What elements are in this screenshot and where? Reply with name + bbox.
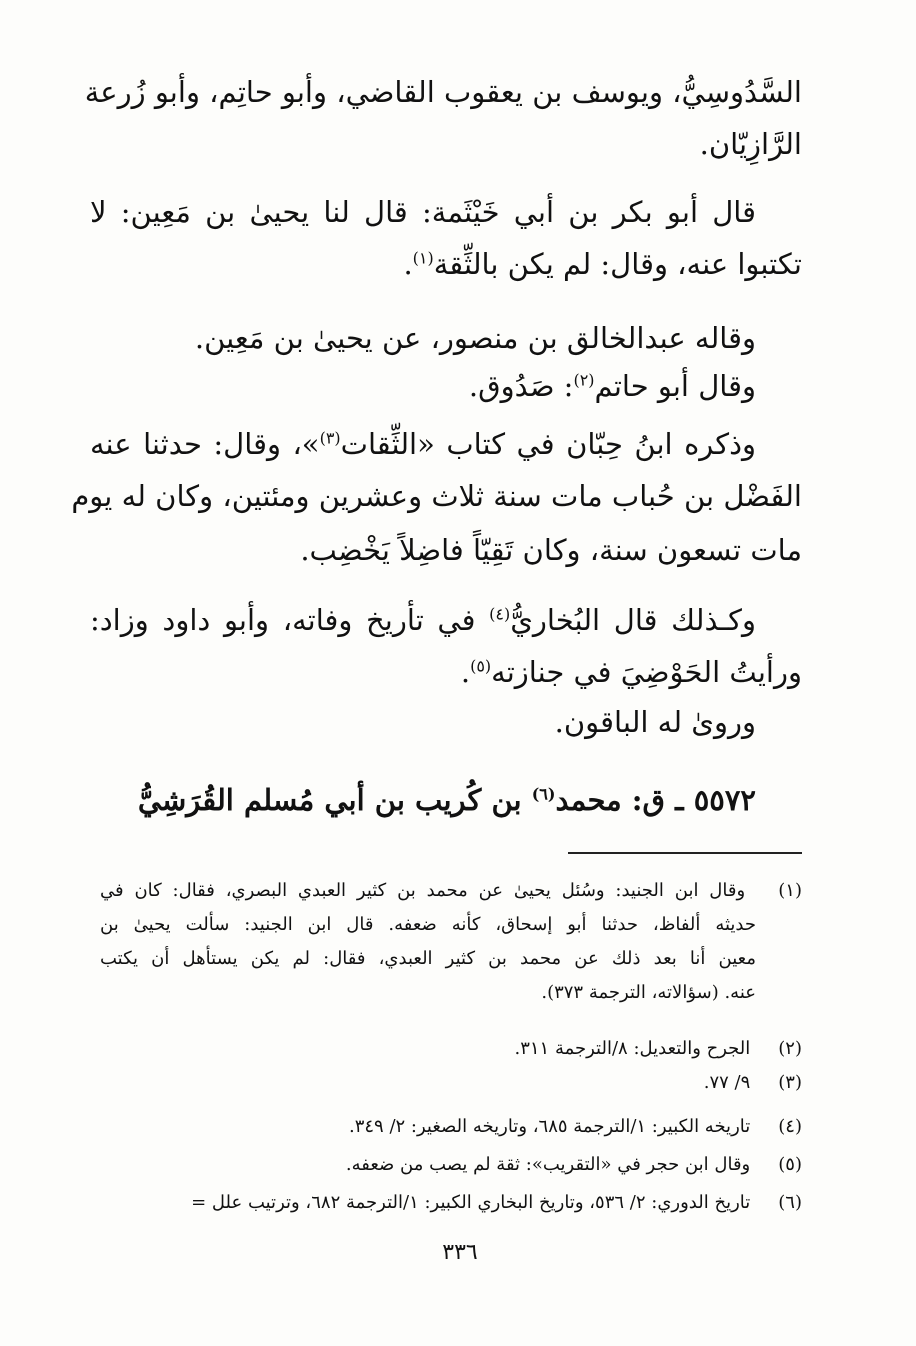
footnote-1-line-3: معين أنا بعد ذلك عن محمد بن كثير العبدي، فقال: لم يكن يستأهل أن يكتب <box>100 948 756 969</box>
footnote-6-text: تاريخ الدوري: ٢/ ٥٣٦، وتاريخ البخاري الكبير: ١/الترجمة ٦٨٢، وترتيب علل = <box>191 1192 751 1213</box>
text-line-11-end: . <box>460 655 471 689</box>
text-line-1: السَّدُوسِيُّ، ويوسف بن يعقوب القاضي، وأبو حاتِم، وأبو زُرعة <box>84 75 802 109</box>
text-line-5: وقاله عبدالخالق بن منصور، عن يحيىٰ بن مَعِين. <box>194 321 756 355</box>
footnote-ref-3: (٣) <box>319 428 341 448</box>
footnote-3-number: (٣) <box>778 1072 802 1093</box>
text-line-7-body: وذكره ابنُ حِبّان في كتاب «الثِّقات <box>340 427 756 461</box>
footnote-2-number: (٢) <box>778 1038 802 1059</box>
footnote-1-line-1 <box>100 878 802 904</box>
footnote-5-number: (٥) <box>778 1154 802 1175</box>
text-line-11 <box>90 652 802 692</box>
footnote-2 <box>100 1036 802 1062</box>
text-line-10-body: وكـذلك قال البُخاريُّ <box>510 603 756 637</box>
footnote-2-text: الجرح والتعديل: ٨/الترجمة ٣١١. <box>514 1038 751 1059</box>
footnote-4-number: (٤) <box>778 1116 802 1137</box>
footnote-ref-1: (١) <box>412 248 434 268</box>
text-line-10 <box>90 600 756 640</box>
text-line-6-body: وقال أبو حاتم <box>594 369 756 403</box>
footnote-divider <box>568 852 802 854</box>
text-line-6 <box>90 366 756 406</box>
text-line-11-body: ورأيتُ الحَوْضِيَ في جنازته <box>491 655 802 689</box>
footnote-6-number: (٦) <box>778 1192 802 1213</box>
footnote-ref-4: (٤) <box>489 604 511 624</box>
text-line-10-end: في تأريخ وفاته، وأبو داود وزاد: <box>90 603 490 637</box>
text-line-7 <box>90 424 756 464</box>
footnote-1-number: (١) <box>778 880 802 901</box>
footnote-1-line-2: حديثه ألفاظ، حدثنا أبو إسحاق، كأنه ضعفه. قال ابن الجنيد: سألت يحيىٰ بن <box>100 914 756 935</box>
footnote-1-line-4: عنه. (سؤالاته، الترجمة ٣٧٣). <box>541 982 756 1003</box>
text-line-4-body: تكتبوا عنه، وقال: لم يكن بالثِّقة <box>433 247 802 281</box>
text-line-8: الفَضْل بن حُباب مات سنة ثلاث وعشرين ومئتين، وكان له يوم <box>71 479 802 513</box>
footnote-5 <box>100 1152 802 1178</box>
entry-heading-body: ٥٥٧٢ ـ ق: محمد <box>555 783 756 817</box>
text-line-7-end: »، وقال: حدثنا عنه <box>90 427 320 461</box>
footnote-ref-6: (٦) <box>531 784 556 804</box>
footnote-3-text: ٩/ ٧٧. <box>703 1072 751 1093</box>
footnote-4 <box>100 1114 802 1140</box>
footnote-6 <box>100 1190 802 1216</box>
text-line-12: وروىٰ له الباقون. <box>554 705 756 739</box>
footnote-ref-5: (٥) <box>470 656 492 676</box>
footnote-4-text: تاريخه الكبير: ١/الترجمة ٦٨٥، وتاريخه الصغير: ٢/ ٣٤٩. <box>348 1116 751 1137</box>
entry-heading <box>90 780 756 820</box>
footnote-ref-2: (٢) <box>573 370 595 390</box>
entry-heading-end: بن كُريب بن أبي مُسلم القُرَشِيُّ <box>137 783 532 817</box>
text-line-9: مات تسعون سنة، وكان تَقِيّاً فاضِلاً يَخْضِب. <box>300 533 802 567</box>
footnote-5-text: وقال ابن حجر في «التقريب»: ثقة لم يصب من ضعفه. <box>345 1154 751 1175</box>
footnote-3 <box>100 1070 802 1096</box>
text-line-3: قال أبو بكر بن أبي خَيْثَمة: قال لنا يحيىٰ بن مَعِين: لا <box>90 195 756 229</box>
text-line-2: الرَّازِيّان. <box>699 127 802 161</box>
text-line-4-end: . <box>403 247 413 281</box>
footnote-1-text-1: وقال ابن الجنيد: وسُئل يحيىٰ عن محمد بن كثير العبدي البصري، فقال: كان في <box>100 880 746 901</box>
page-number: ٣٣٦ <box>442 1240 478 1265</box>
text-line-4 <box>90 244 802 284</box>
text-line-6-end: : صَدُوق. <box>468 369 574 403</box>
